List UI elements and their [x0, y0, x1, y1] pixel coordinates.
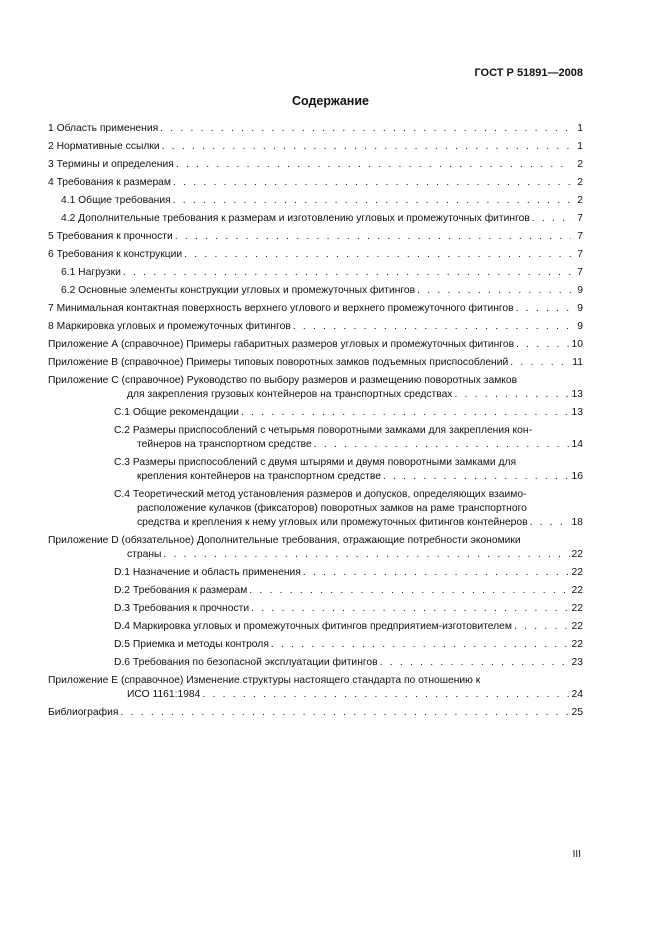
toc-entry-4-2: 4.2 Дополнительные требования к размерам и изготовлению угловых и промежуточных фитингов . . . 7	[61, 212, 583, 226]
toc-entry-7: 7 Минимальная контактная поверхность верхнего углового и верхнего промежуточного фитингов . . . 9	[48, 302, 583, 316]
toc-entry-8: 8 Маркировка угловых и промежуточных фитингов . . . 9	[48, 320, 583, 334]
toc-entry-appendix-c-line1: Приложение С (справочное) Руководство по выбору размеров и размещению поворотных замков	[48, 375, 518, 386]
toc-entry-appendix-d: страны . . . 22	[127, 548, 583, 562]
toc-entry-c-3-line1: С.3 Размеры приспособлений с двумя штырями и двумя поворотными замками для	[114, 457, 517, 468]
toc-entry-appendix-e-line1: Приложение Е (справочное) Изменение структуры настоящего стандарта по отношению к	[48, 675, 481, 686]
document-id: ГОСТ Р 51891—2008	[474, 67, 583, 79]
toc-entry-appendix-c: для закрепления грузовых контейнеров на транспортных средствах . . . 13	[127, 388, 583, 402]
page-number: III	[572, 849, 581, 860]
toc-entry-d-6: D.6 Требования по безопасной эксплуатации фитингов . . . 23	[114, 656, 583, 670]
toc-entry-c-4-line2: расположение кулачков (фиксаторов) поворотных замков на раме транспортного	[137, 503, 527, 514]
toc-entry-appendix-d-line1: Приложение D (обязательное) Дополнительные требования, отражающие потребности экономики	[48, 535, 521, 546]
toc-entry-d-3: D.3 Требования к прочности . . . 22	[114, 602, 583, 616]
toc-entry-d-5: D.5 Приемка и методы контроля . . . 22	[114, 638, 583, 652]
toc-entry-d-2: D.2 Требования к размерам . . . 22	[114, 584, 583, 598]
toc-entry-c-1: С.1 Общие рекомендации . . . 13	[114, 406, 583, 420]
toc-entry-bibliography: Библиография . . . 25	[48, 706, 583, 720]
toc-entry-6-2: 6.2 Основные элементы конструкции угловых и промежуточных фитингов . . . 9	[61, 284, 583, 298]
toc-entry-6: 6 Требования к конструкции . . . 7	[48, 248, 583, 262]
toc-entry-c-4: средства и крепления к нему угловых или промежуточных фитингов контейнеров . . . 18	[137, 516, 583, 530]
toc-entry-d-1: D.1 Назначение и область применения . . . 22	[114, 566, 583, 580]
toc-entry-appendix-b: Приложение В (справочное) Примеры типовых поворотных замков подъемных приспособлений . . . 11	[48, 356, 583, 370]
toc-entry-4: 4 Требования к размерам . . . 2	[48, 176, 583, 190]
toc-entry-5: 5 Требования к прочности . . . 7	[48, 230, 583, 244]
toc-entry-4-1: 4.1 Общие требования . . . 2	[61, 194, 583, 208]
toc-entry-d-4: D.4 Маркировка угловых и промежуточных фитингов предприятием-изготовителем . . . 22	[114, 620, 583, 634]
toc-entry-c-2-line1: С.2 Размеры приспособлений с четырьмя поворотными замками для закрепления кон-	[114, 425, 533, 436]
toc-entry-c-2: тейнеров на транспортном средстве . . . 14	[137, 438, 583, 452]
toc-entry-appendix-e: ИСО 1161:1984 . . . 24	[127, 688, 583, 702]
toc-entry-c-3: крепления контейнеров на транспортном средстве . . . 16	[137, 470, 583, 484]
page-title: Содержание	[291, 94, 369, 108]
toc-entry-2: 2 Нормативные ссылки . . . 1	[48, 140, 583, 154]
toc-entry-appendix-a: Приложение А (справочное) Примеры габаритных размеров угловых и промежуточных фитингов . . . 10	[48, 338, 583, 352]
toc-entry-3: 3 Термины и определения . . . 2	[48, 158, 583, 172]
toc-entry-c-4-line1: С.4 Теоретический метод установления размеров и допусков, определяющих взаимо-	[114, 489, 527, 500]
toc-entry-6-1: 6.1 Нагрузки . . . 7	[61, 266, 583, 280]
toc-entry-1: 1 Область применения . . . 1	[48, 122, 583, 136]
